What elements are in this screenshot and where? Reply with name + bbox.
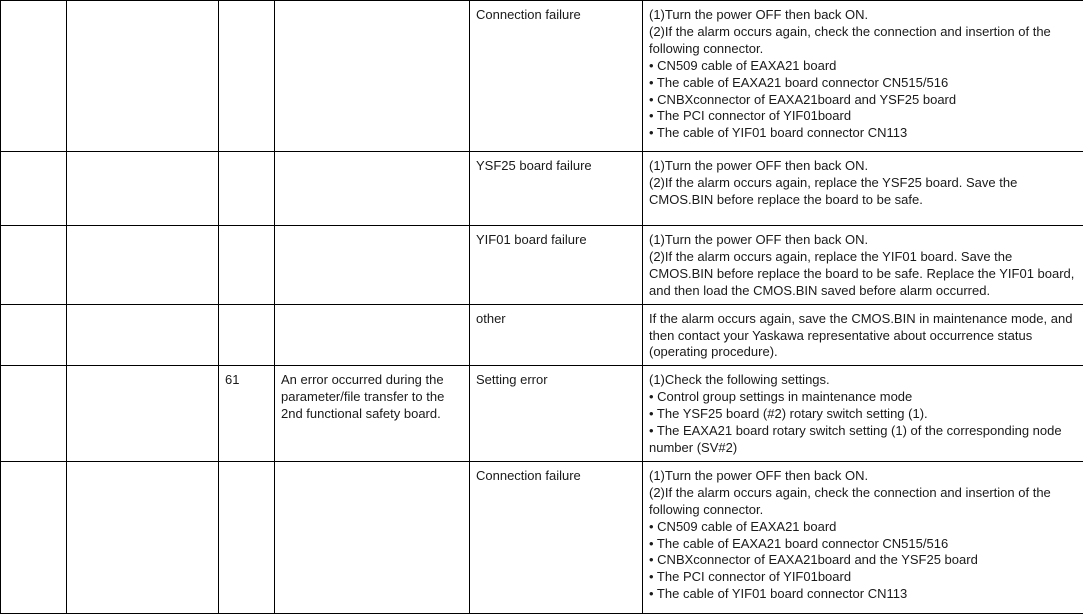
description-cell — [275, 152, 470, 226]
cause-text: other — [476, 311, 506, 326]
alarm-name-cell — [67, 366, 219, 462]
remedy-line: • The cable of YIF01 board connector CN113 — [649, 586, 1079, 603]
remedy-cell — [643, 461, 1083, 613]
remedy-cell — [643, 1, 1083, 152]
remedy-cell — [643, 366, 1083, 462]
subcode-cell — [219, 461, 275, 613]
remedy-line: (2)If the alarm occurs again, check the connection and insertion of the following connector. — [649, 485, 1079, 519]
remedy-line: • CN509 cable of EAXA21 board — [649, 58, 1079, 75]
remedy-line: (2)If the alarm occurs again, check the connection and insertion of the following connector. — [649, 24, 1079, 58]
alarm-name-cell — [67, 152, 219, 226]
alarm-name-cell — [67, 304, 219, 366]
subcode-cell — [219, 366, 275, 462]
table-row — [1, 461, 1083, 613]
remedy-line: (2)If the alarm occurs again, replace the YIF01 board. Save the CMOS.BIN before replace the board to be safe. Replace the YIF01 board, and then load the CMOS.BIN saved before alarm occurred. — [649, 249, 1079, 300]
cause-cell — [470, 152, 643, 226]
cause-text: Connection failure — [476, 7, 581, 22]
cause-text: Connection failure — [476, 468, 581, 483]
description-cell — [275, 1, 470, 152]
cause-cell — [470, 226, 643, 305]
cause-cell — [470, 366, 643, 462]
table-row — [1, 366, 1083, 462]
alarm-number-cell — [1, 304, 67, 366]
table-row — [1, 1, 1083, 152]
remedy-cell — [643, 226, 1083, 305]
cause-cell — [470, 1, 643, 152]
cause-text: YSF25 board failure — [476, 158, 592, 173]
remedy-cell — [643, 152, 1083, 226]
alarm-table-body — [1, 1, 1083, 614]
remedy-line: (1)Check the following settings. — [649, 372, 1079, 389]
remedy-line: (1)Turn the power OFF then back ON. — [649, 158, 1079, 175]
description-line: An error occurred during the — [281, 372, 465, 389]
remedy-line: • CNBXconnector of EAXA21board and YSF25 board — [649, 92, 1079, 109]
table-row — [1, 152, 1083, 226]
description-cell — [275, 304, 470, 366]
alarm-number-cell — [1, 152, 67, 226]
remedy-line: • CN509 cable of EAXA21 board — [649, 519, 1079, 536]
remedy-line: • CNBXconnector of EAXA21board and the YSF25 board — [649, 552, 1079, 569]
table-row — [1, 304, 1083, 366]
remedy-line: • The cable of YIF01 board connector CN113 — [649, 125, 1079, 142]
cause-cell — [470, 304, 643, 366]
alarm-name-cell — [67, 1, 219, 152]
subcode-cell — [219, 152, 275, 226]
remedy-line: (1)Turn the power OFF then back ON. — [649, 468, 1079, 485]
remedy-line: • The YSF25 board (#2) rotary switch setting (1). — [649, 406, 1079, 423]
remedy-cell — [643, 304, 1083, 366]
description-cell — [275, 226, 470, 305]
description-cell — [275, 461, 470, 613]
alarm-number-cell — [1, 366, 67, 462]
table-row — [1, 226, 1083, 305]
cause-text: Setting error — [476, 372, 548, 387]
remedy-line: (2)If the alarm occurs again, replace the YSF25 board. Save the CMOS.BIN before replace the board to be safe. — [649, 175, 1079, 209]
cause-cell — [470, 461, 643, 613]
subcode-cell — [219, 1, 275, 152]
description-line: 2nd functional safety board. — [281, 406, 465, 423]
alarm-name-cell — [67, 461, 219, 613]
alarm-name-cell — [67, 226, 219, 305]
remedy-line: • Control group settings in maintenance mode — [649, 389, 1079, 406]
remedy-line: • The cable of EAXA21 board connector CN515/516 — [649, 536, 1079, 553]
remedy-line: • The PCI connector of YIF01board — [649, 108, 1079, 125]
description-cell — [275, 366, 470, 462]
remedy-line: • The PCI connector of YIF01board — [649, 569, 1079, 586]
alarm-number-cell — [1, 226, 67, 305]
alarm-number-cell — [1, 1, 67, 152]
subcode-text: 61 — [225, 372, 239, 387]
cause-text: YIF01 board failure — [476, 232, 587, 247]
subcode-cell — [219, 226, 275, 305]
remedy-line: • The EAXA21 board rotary switch setting (1) of the corresponding node number (SV#2) — [649, 423, 1079, 457]
description-line: parameter/file transfer to the — [281, 389, 465, 406]
alarm-number-cell — [1, 461, 67, 613]
remedy-line: (1)Turn the power OFF then back ON. — [649, 7, 1079, 24]
subcode-cell — [219, 304, 275, 366]
remedy-line: If the alarm occurs again, save the CMOS.BIN in maintenance mode, and then contact your Yaskawa representative about occurrence status (operating procedure). — [649, 311, 1079, 362]
remedy-line: (1)Turn the power OFF then back ON. — [649, 232, 1079, 249]
remedy-line: • The cable of EAXA21 board connector CN515/516 — [649, 75, 1079, 92]
